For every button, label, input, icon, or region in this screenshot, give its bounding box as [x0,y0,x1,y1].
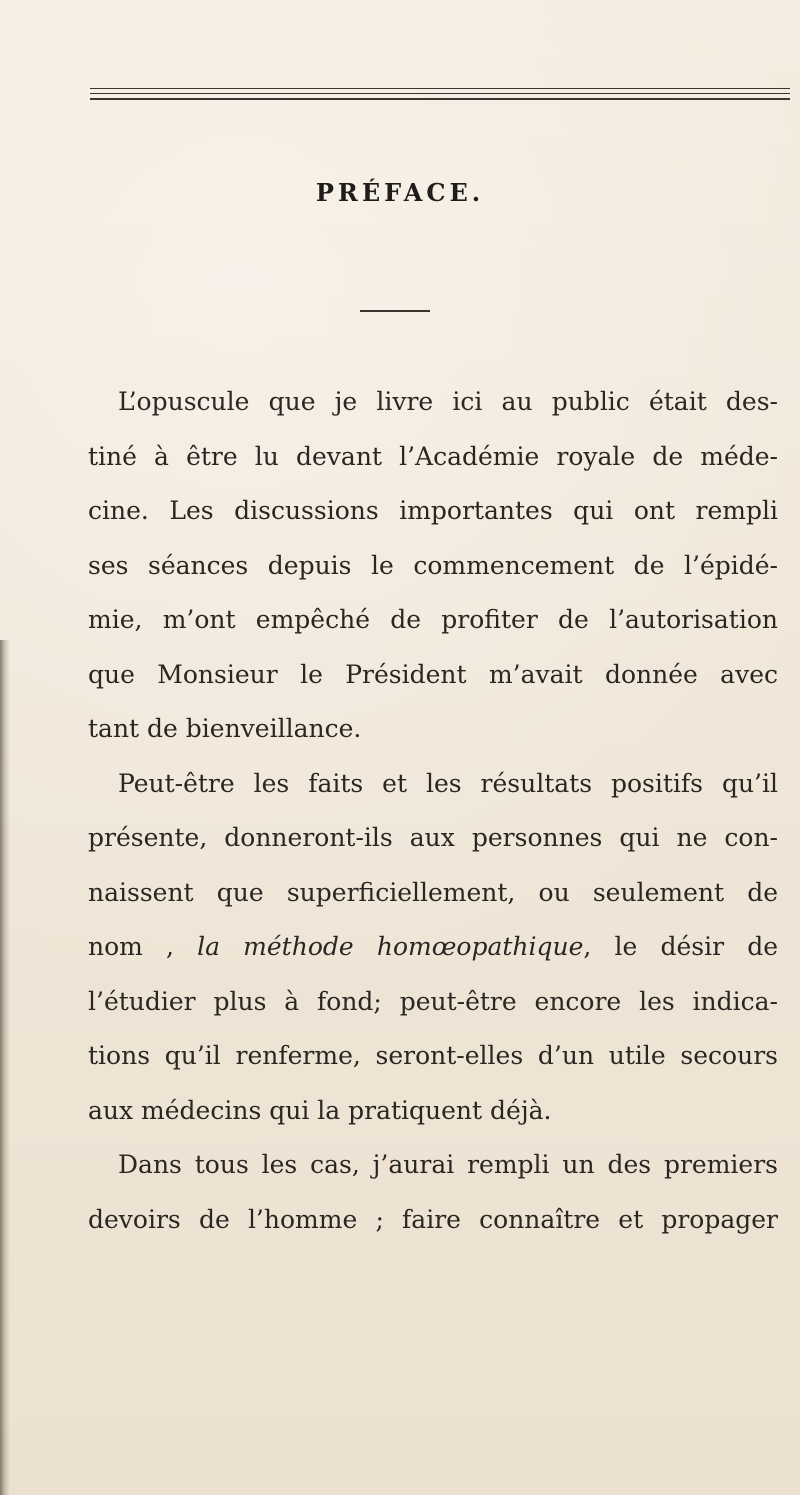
title-divider [360,310,430,312]
text-line: tions qu’il renferme, seront-elles d’un utile secours [88,1041,778,1070]
text-line: cine. Les discussions importantes qui ont rempli [88,496,778,525]
text-line: l’étudier plus à fond; peut-être encore les indica- [88,986,778,1016]
text-line: Peut-être les faits et les résultats positifs qu’il [118,768,778,798]
text-fragment: , le désir de [583,932,779,961]
text-fragment: nom , [88,932,198,961]
text-line: L’opuscule que je livre ici au public était des- [118,387,778,416]
text-line-with-italic [88,920,778,975]
text-line: ses séances depuis le commencement de l’épidé- [88,550,778,580]
header-rule-1 [90,88,790,89]
text-line: que Monsieur le Président m’avait donnée avec [88,659,778,689]
text-line: présente, donneront-ils aux personnes qui ne con- [88,823,778,852]
header-rule-2 [90,93,790,94]
italic-phrase: la méthode homœopathique [197,932,584,961]
header-rule-3 [90,98,790,100]
text-line: aux médecins qui la pratiquent déjà. [88,1095,552,1125]
body-text [88,375,778,1247]
text-line: mie, m’ont empêché de profiter de l’autorisation [88,605,778,634]
text-line: tant de bienveillance. [88,714,362,743]
page-title: PRÉFACE. [315,178,485,207]
text-line: devoirs de l’homme ; faire connaître et propager [88,1204,778,1234]
text-line: Dans tous les cas, j’aurai rempli un des premiers [118,1150,778,1179]
binding-shadow [0,640,10,1495]
text-line: naissent que superficiellement, ou seulement de [88,877,778,907]
text-line: tiné à être lu devant l’Académie royale de méde- [88,441,778,471]
